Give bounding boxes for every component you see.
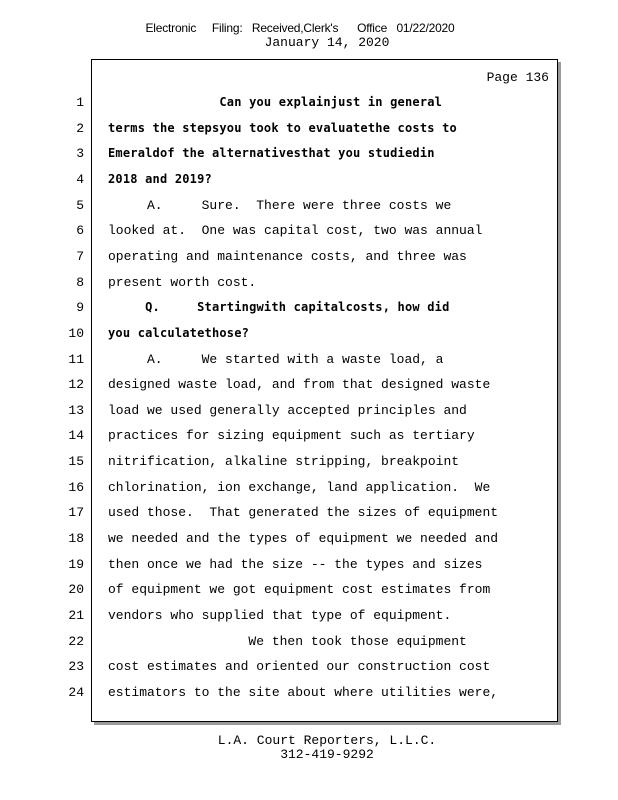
filing-stamp: Electronic Filing: Received,Clerk's Office 01/22/2020 [145, 21, 455, 35]
reporter-name: L.A. Court Reporters, L.L.C. [217, 733, 437, 748]
transcript-line: operating and maintenance costs, and three was [108, 249, 467, 264]
line-number: 23 [68, 659, 84, 674]
line-number: 14 [68, 428, 84, 443]
line-number: 20 [68, 582, 84, 597]
transcript-line: A. We started with a waste load, a [108, 352, 444, 367]
line-number: 6 [76, 223, 84, 238]
line-number: 2 [76, 121, 84, 136]
transcript-line: chlorination, ion exchange, land application. We [108, 480, 491, 495]
line-number: 4 [76, 172, 84, 187]
transcript-line: used those. That generated the sizes of equipment [108, 505, 499, 520]
line-number: 7 [76, 249, 84, 264]
line-number: 5 [76, 198, 84, 213]
transcript-line: 2018 and 2019? [108, 172, 212, 186]
line-number: 15 [68, 454, 84, 469]
transcript-line: Q. Startingwith capitalcosts, how did [108, 300, 450, 314]
transcript-line: A. Sure. There were three costs we [108, 198, 452, 213]
line-number: 18 [68, 531, 84, 546]
transcript-line: designed waste load, and from that designed waste [108, 377, 491, 392]
transcript-line: We then took those equipment [108, 634, 467, 649]
page-number: Page 136 [486, 70, 549, 85]
transcript-line: practices for sizing equipment such as tertiary [108, 428, 475, 443]
transcript-line: present worth cost. [108, 275, 257, 290]
line-number: 13 [68, 403, 84, 418]
line-number: 10 [68, 326, 84, 341]
transcript-line: estimators to the site about where utilities were, [108, 685, 499, 700]
line-number: 19 [68, 557, 84, 572]
transcript-line: looked at. One was capital cost, two was annual [108, 223, 483, 238]
reporter-phone: 312-419-9292 [280, 747, 374, 762]
transcript-line: of equipment we got equipment cost estimates from [108, 582, 491, 597]
line-number: 22 [68, 634, 84, 649]
transcript-line: nitrification, alkaline stripping, breakpoint [108, 454, 460, 469]
line-number: 24 [68, 685, 84, 700]
transcript-line: vendors who supplied that type of equipment. [108, 608, 452, 623]
transcript-line: then once we had the size -- the types and sizes [108, 557, 483, 572]
line-number: 11 [68, 352, 84, 367]
line-number: 8 [76, 275, 84, 290]
line-number: 17 [68, 505, 84, 520]
transcript-line: terms the stepsyou took to evaluatethe costs to [108, 121, 457, 135]
line-number: 9 [76, 300, 84, 315]
transcript-line: Can you explainjust in general [108, 95, 443, 109]
line-number: 16 [68, 480, 84, 495]
line-number: 21 [68, 608, 84, 623]
line-number: 3 [76, 146, 84, 161]
line-number: 12 [68, 377, 84, 392]
transcript-line: load we used generally accepted principles and [108, 403, 467, 418]
line-number: 1 [76, 95, 84, 110]
transcript-line: we needed and the types of equipment we needed and [108, 531, 499, 546]
transcript-line: you calculatethose? [108, 326, 250, 340]
transcript-line: cost estimates and oriented our construction cost [108, 659, 491, 674]
transcript-line: Emeraldof the alternativesthat you studiedin [108, 146, 435, 160]
hearing-date: January 14, 2020 [264, 35, 390, 50]
